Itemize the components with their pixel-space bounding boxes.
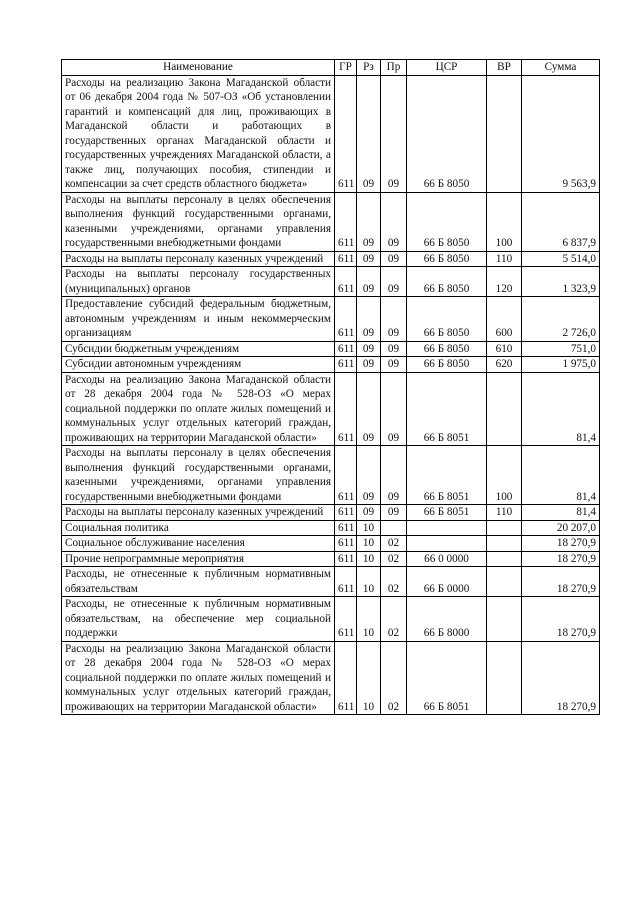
- cell-name: Субсидии бюджетным учреждениям: [62, 341, 335, 357]
- cell-csr: 66 Б 8050: [407, 267, 487, 297]
- cell-name: Расходы на выплаты персоналу в целях обеспечения выполнения функций государственными органами, казенными учреждениями, органами управления государственными внебюджетными фондами: [62, 192, 335, 251]
- header-name: Наименование: [62, 60, 335, 76]
- cell-pr: 09: [381, 267, 407, 297]
- cell-pr: 09: [381, 297, 407, 342]
- cell-sum: 6 837,9: [522, 192, 600, 251]
- cell-pr: [381, 520, 407, 536]
- cell-vr: 620: [487, 357, 522, 373]
- cell-vr: [487, 520, 522, 536]
- cell-sum: 81,4: [522, 446, 600, 505]
- cell-vr: [487, 75, 522, 192]
- cell-vr: 610: [487, 341, 522, 357]
- cell-vr: 120: [487, 267, 522, 297]
- table-row: [62, 341, 600, 357]
- cell-name: Расходы на реализацию Закона Магаданской области от 28 декабря 2004 года № 528-ОЗ «О мерах социальной поддержки по оплате жилых помещений и коммунальных услуг отдельных категорий граждан, проживающих на территории Магаданской области»: [62, 641, 335, 715]
- cell-gr: 611: [335, 75, 357, 192]
- cell-name: Расходы, не отнесенные к публичным нормативным обязательствам: [62, 567, 335, 597]
- cell-pr: 02: [381, 641, 407, 715]
- cell-name: Предоставление субсидий федеральным бюджетным, автономным учреждениям и иным некоммерческим организациям: [62, 297, 335, 342]
- cell-sum: 18 270,9: [522, 641, 600, 715]
- cell-name: Субсидии автономным учреждениям: [62, 357, 335, 373]
- cell-csr: 66 Б 8051: [407, 505, 487, 521]
- cell-name: Расходы, не отнесенные к публичным нормативным обязательствам, на обеспечение мер социальной поддержки: [62, 597, 335, 642]
- cell-vr: [487, 536, 522, 552]
- table-row: [62, 567, 600, 597]
- cell-gr: 611: [335, 597, 357, 642]
- cell-csr: 66 Б 8050: [407, 75, 487, 192]
- cell-pr: 09: [381, 192, 407, 251]
- cell-csr: 66 Б 8051: [407, 641, 487, 715]
- cell-pr: 09: [381, 357, 407, 373]
- header-gr: ГР: [335, 60, 357, 76]
- cell-rz: 09: [357, 372, 381, 446]
- cell-name: Расходы на реализацию Закона Магаданской области от 28 декабря 2004 года № 528-ОЗ «О мерах социальной поддержки по оплате жилых помещений и коммунальных услуг отдельных категорий граждан, проживающих на территории Магаданской области»: [62, 372, 335, 446]
- cell-pr: 09: [381, 372, 407, 446]
- table-row: [62, 536, 600, 552]
- table-row: [62, 357, 600, 373]
- cell-vr: 100: [487, 446, 522, 505]
- cell-csr: 66 Б 8050: [407, 341, 487, 357]
- cell-csr: 66 Б 8050: [407, 357, 487, 373]
- cell-pr: 09: [381, 75, 407, 192]
- table-row: [62, 446, 600, 505]
- cell-rz: 09: [357, 341, 381, 357]
- table-row: [62, 75, 600, 192]
- cell-csr: 66 Б 0000: [407, 567, 487, 597]
- table-row: [62, 251, 600, 267]
- cell-rz: 10: [357, 551, 381, 567]
- cell-sum: 9 563,9: [522, 75, 600, 192]
- cell-csr: [407, 520, 487, 536]
- cell-gr: 611: [335, 551, 357, 567]
- cell-pr: 02: [381, 551, 407, 567]
- cell-pr: 09: [381, 251, 407, 267]
- cell-pr: 02: [381, 597, 407, 642]
- table-row: [62, 520, 600, 536]
- cell-pr: 09: [381, 446, 407, 505]
- cell-rz: 09: [357, 267, 381, 297]
- cell-gr: 611: [335, 446, 357, 505]
- table-row: [62, 297, 600, 342]
- cell-vr: 100: [487, 192, 522, 251]
- cell-gr: 611: [335, 567, 357, 597]
- cell-rz: 10: [357, 641, 381, 715]
- cell-rz: 09: [357, 446, 381, 505]
- cell-rz: 09: [357, 297, 381, 342]
- cell-pr: 09: [381, 341, 407, 357]
- budget-table: [61, 59, 600, 715]
- cell-gr: 611: [335, 192, 357, 251]
- table-row: [62, 597, 600, 642]
- cell-rz: 09: [357, 505, 381, 521]
- table-header-row: [62, 60, 600, 76]
- cell-csr: 66 Б 8051: [407, 446, 487, 505]
- cell-gr: 611: [335, 267, 357, 297]
- cell-name: Социальное обслуживание населения: [62, 536, 335, 552]
- budget-table-page: [61, 59, 600, 715]
- cell-csr: 66 Б 8050: [407, 297, 487, 342]
- cell-vr: [487, 551, 522, 567]
- cell-csr: 66 Б 8000: [407, 597, 487, 642]
- cell-gr: 611: [335, 251, 357, 267]
- cell-gr: 611: [335, 357, 357, 373]
- header-vr: ВР: [487, 60, 522, 76]
- cell-vr: 110: [487, 251, 522, 267]
- cell-csr: 66 Б 8050: [407, 251, 487, 267]
- header-csr: ЦСР: [407, 60, 487, 76]
- cell-sum: 81,4: [522, 505, 600, 521]
- cell-vr: [487, 372, 522, 446]
- cell-csr: 66 Б 8051: [407, 372, 487, 446]
- cell-gr: 611: [335, 536, 357, 552]
- cell-pr: 02: [381, 536, 407, 552]
- cell-sum: 1 975,0: [522, 357, 600, 373]
- cell-name: Расходы на реализацию Закона Магаданской области от 06 декабря 2004 года № 507-ОЗ «Об установлении гарантий и компенсаций для лиц, проживающих в Магаданской области и работающих в государственных органах Магаданской области и государственных учреждениях Магаданской области, а также лиц, получающих пособия, стипендии и компенсации за счет средств областного бюджета»: [62, 75, 335, 192]
- cell-name: Расходы на выплаты персоналу казенных учреждений: [62, 505, 335, 521]
- cell-csr: 66 Б 8050: [407, 192, 487, 251]
- cell-rz: 10: [357, 520, 381, 536]
- cell-sum: 2 726,0: [522, 297, 600, 342]
- cell-vr: 110: [487, 505, 522, 521]
- cell-rz: 10: [357, 597, 381, 642]
- cell-gr: 611: [335, 341, 357, 357]
- cell-csr: [407, 536, 487, 552]
- cell-sum: 18 270,9: [522, 567, 600, 597]
- cell-name: Расходы на выплаты персоналу государственных (муниципальных) органов: [62, 267, 335, 297]
- cell-name: Прочие непрограммные мероприятия: [62, 551, 335, 567]
- cell-sum: 20 207,0: [522, 520, 600, 536]
- cell-sum: 18 270,9: [522, 597, 600, 642]
- table-row: [62, 267, 600, 297]
- cell-sum: 1 323,9: [522, 267, 600, 297]
- cell-rz: 09: [357, 192, 381, 251]
- cell-sum: 18 270,9: [522, 536, 600, 552]
- cell-rz: 10: [357, 536, 381, 552]
- cell-sum: 18 270,9: [522, 551, 600, 567]
- cell-sum: 5 514,0: [522, 251, 600, 267]
- cell-sum: 81,4: [522, 372, 600, 446]
- table-row: [62, 551, 600, 567]
- cell-vr: [487, 567, 522, 597]
- header-rz: Рз: [357, 60, 381, 76]
- table-row: [62, 641, 600, 715]
- cell-name: Расходы на выплаты персоналу казенных учреждений: [62, 251, 335, 267]
- cell-gr: 611: [335, 372, 357, 446]
- cell-rz: 10: [357, 567, 381, 597]
- cell-pr: 02: [381, 567, 407, 597]
- cell-csr: 66 0 0000: [407, 551, 487, 567]
- cell-rz: 09: [357, 357, 381, 373]
- cell-name: Расходы на выплаты персоналу в целях обеспечения выполнения функций государственными органами, казенными учреждениями, органами управления государственными внебюджетными фондами: [62, 446, 335, 505]
- cell-vr: 600: [487, 297, 522, 342]
- header-pr: Пр: [381, 60, 407, 76]
- table-row: [62, 192, 600, 251]
- cell-gr: 611: [335, 520, 357, 536]
- cell-rz: 09: [357, 251, 381, 267]
- table-row: [62, 372, 600, 446]
- cell-vr: [487, 597, 522, 642]
- cell-gr: 611: [335, 641, 357, 715]
- cell-gr: 611: [335, 505, 357, 521]
- cell-pr: 09: [381, 505, 407, 521]
- cell-gr: 611: [335, 297, 357, 342]
- table-row: [62, 505, 600, 521]
- cell-name: Социальная политика: [62, 520, 335, 536]
- cell-sum: 751,0: [522, 341, 600, 357]
- cell-rz: 09: [357, 75, 381, 192]
- cell-vr: [487, 641, 522, 715]
- header-sum: Сумма: [522, 60, 600, 76]
